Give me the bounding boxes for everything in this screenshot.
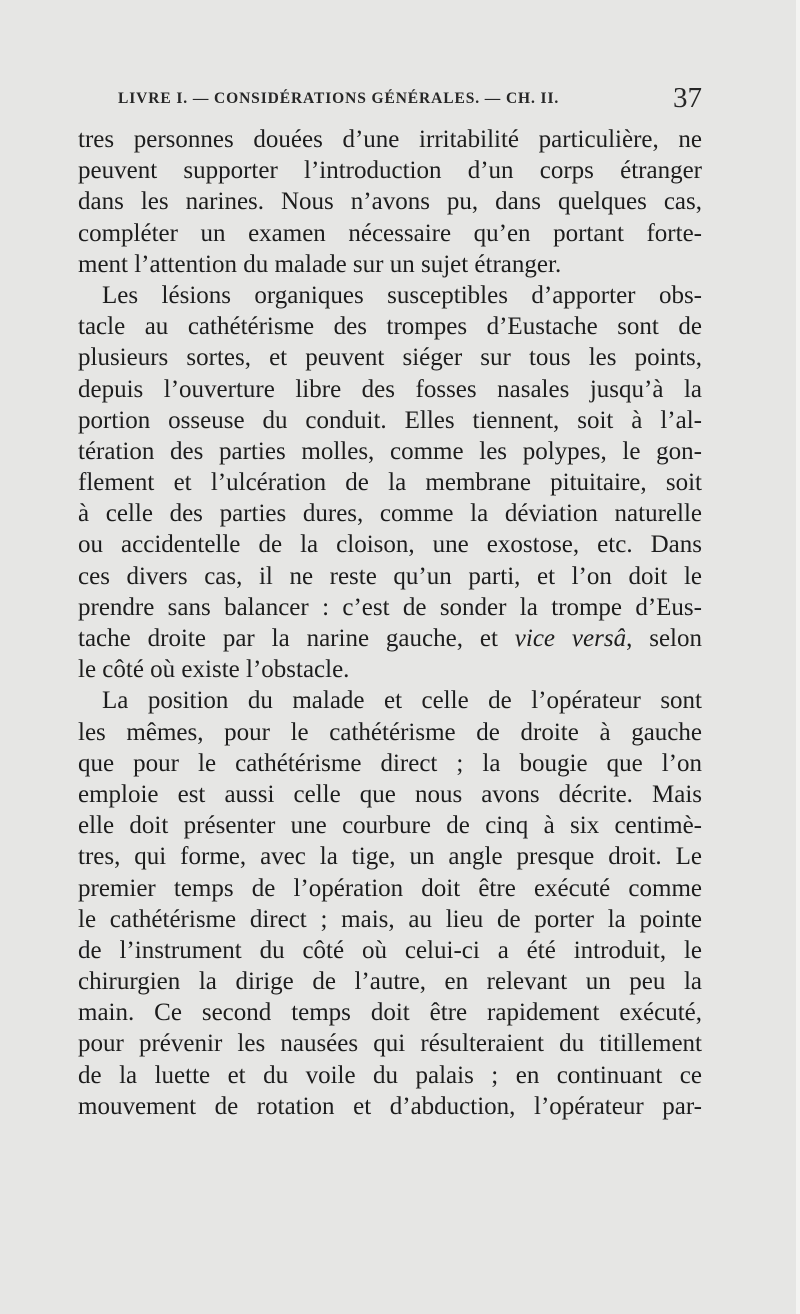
text-line: compléter un examen nécessaire qu’en portant forte- (78, 219, 702, 247)
text-line: main. Ce second temps doit être rapidement exécuté, (78, 999, 702, 1027)
text-line: portion osseuse du conduit. Elles tiennent, soit à l’al- (78, 406, 702, 434)
text-line: tération des parties molles, comme les polypes, le gon- (78, 437, 702, 465)
text-line: plusieurs sortes, et peuvent siéger sur tous les points, (78, 344, 702, 372)
body-text (78, 124, 702, 1122)
text-line: tacle au cathétérisme des trompes d’Eustache sont de (78, 313, 702, 341)
text-line: le côté où existe l’obstacle. (78, 656, 350, 684)
text-line: ces divers cas, il ne reste qu’un parti, et l’on doit le (78, 562, 702, 590)
text-line: ment l’attention du malade sur un sujet étranger. (78, 250, 562, 278)
text-line: tres personnes douées d’une irritabilité particulière, ne (78, 126, 702, 153)
text-line: tres, qui forme, avec la tige, un angle presque droit. Le (78, 843, 702, 871)
text-line: elle doit présenter une courbure de cinq à six centimè- (78, 812, 702, 840)
text-line: le cathétérisme direct ; mais, au lieu de porter la pointe (78, 905, 702, 933)
text-segment: tache droite par la narine gauche, et (78, 625, 498, 652)
text-line: emploie est aussi celle que nous avons décrite. Mais (78, 780, 702, 808)
text-line-with-italic (78, 623, 702, 654)
text-line: chirurgien la dirige de l’autre, en relevant un peu la (78, 968, 702, 996)
italic-phrase: vice versâ (514, 625, 627, 652)
text-segment: , selon (626, 625, 702, 652)
text-line: depuis l’ouverture libre des fosses nasales jusqu’à la (78, 375, 702, 403)
text-line: flement et l’ulcération de la membrane pituitaire, soit (78, 469, 702, 497)
text-line: à celle des parties dures, comme la déviation naturelle (78, 500, 702, 528)
text-line: premier temps de l’opération doit être exécuté comme (78, 874, 702, 902)
page-edge (796, 0, 800, 1314)
text-line: dans les narines. Nous n’avons pu, dans quelques cas, (78, 188, 702, 216)
text-line: prendre sans balancer : c’est de sonder la trompe d’Eus- (78, 593, 702, 621)
text-line: mouvement de rotation et d’abduction, l’opérateur par- (78, 1092, 702, 1120)
text-line: que pour le cathétérisme direct ; la bougie que l’on (78, 749, 702, 777)
running-head (118, 82, 710, 122)
text-line: ou accidentelle de la cloison, une exostose, etc. Dans (78, 531, 702, 559)
page-number: 37 (673, 82, 702, 114)
text-line: les mêmes, pour le cathétérisme de droite à gauche (78, 718, 702, 746)
text-line: Les lésions organiques susceptibles d’apporter obs- (102, 281, 702, 309)
text-line: La position du malade et celle de l’opérateur sont (102, 687, 702, 715)
text-line: de l’instrument du côté où celui-ci a été introduit, le (78, 936, 702, 964)
text-line: pour prévenir les nausées qui résulteraient du titillement (78, 1030, 702, 1058)
text-line: peuvent supporter l’introduction d’un corps étranger (78, 157, 702, 185)
running-head-title: LIVRE I. — CONSIDÉRATIONS GÉNÉRALES. — CH. II. (118, 90, 560, 107)
text-line: de la luette et du voile du palais ; en continuant ce (78, 1061, 702, 1089)
